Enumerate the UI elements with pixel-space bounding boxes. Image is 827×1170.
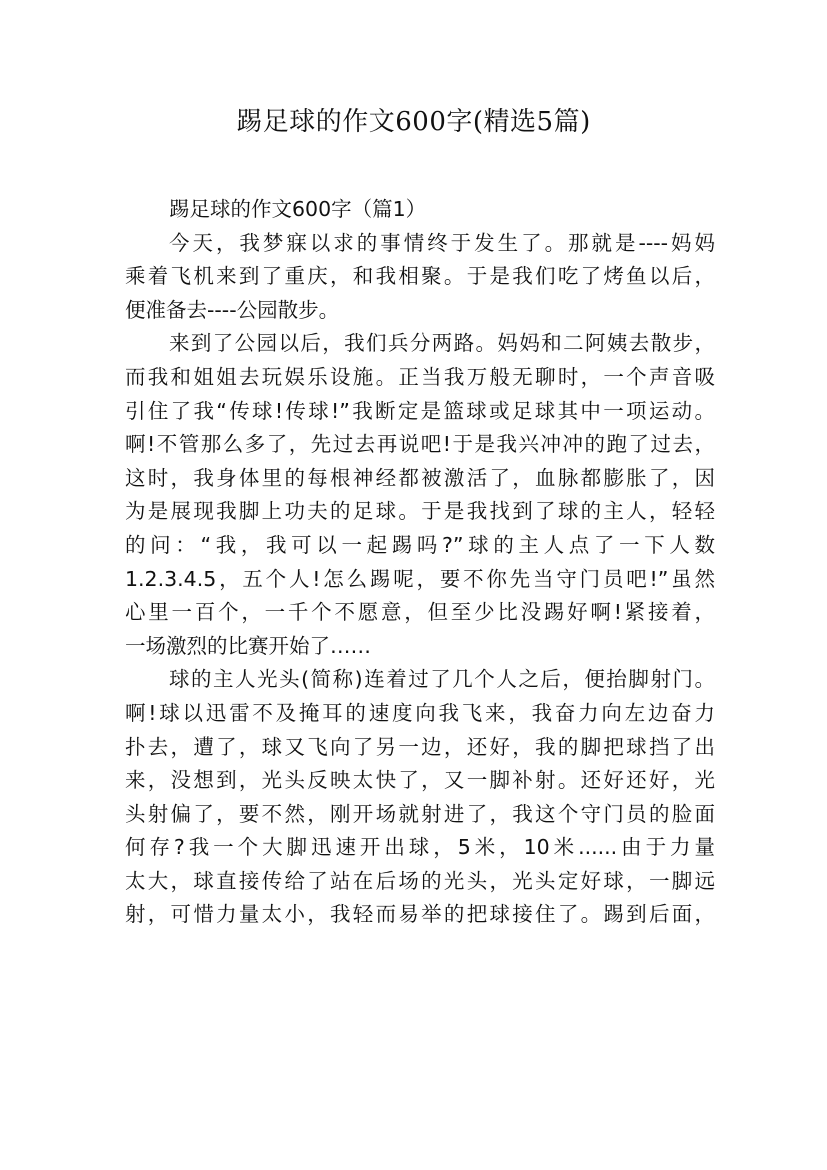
paragraph-line: 心里一百个，一千个不愿意，但至少比没踢好啊!紧接着， (125, 600, 715, 625)
paragraph-line: 引住了我“传球!传球!”我断定是篮球或足球其中一项运动。 (125, 398, 715, 423)
paragraph-line: 啊!不管那么多了，先过去再说吧!于是我兴冲冲的跑了过去， (125, 432, 715, 457)
paragraph-line: 而我和姐姐去玩娱乐设施。正当我万般无聊时，一个声音吸 (125, 364, 715, 389)
paragraph-line: 乘着飞机来到了重庆，和我相聚。于是我们吃了烤鱼以后， (125, 264, 715, 289)
document-title: 踢足球的作文600字(精选5篇) (236, 107, 591, 137)
paragraph-line: 扑去，遭了，球又飞向了另一边，还好，我的脚把球挡了出 (125, 734, 715, 759)
paragraph-line: 球的主人光头(简称)连着过了几个人之后，便抬脚射门。 (169, 667, 715, 692)
paragraph-line: 今天，我梦寐以求的事情终于发生了。那就是----妈妈 (169, 230, 715, 255)
paragraph-line: 啊!球以迅雷不及掩耳的速度向我飞来，我奋力向左边奋力 (125, 700, 715, 725)
paragraph-line: 1.2.3.4.5，五个人!怎么踢呢，要不你先当守门员吧!”虽然 (125, 566, 715, 591)
document-body (125, 193, 715, 932)
paragraph-line: 的问：“我，我可以一起踢吗?”球的主人点了一下人数 (125, 532, 715, 557)
paragraph-line: 来，没想到，光头反映太快了，又一脚补射。还好还好，光 (125, 768, 715, 793)
paragraph-line: 何存?我一个大脚迅速开出球，5米，10米......由于力量 (125, 835, 715, 860)
paragraph-line: 便准备去----公园散步。 (125, 297, 340, 322)
paragraph-line: 来到了公园以后，我们兵分两路。妈妈和二阿姨去散步， (169, 331, 715, 356)
paragraph-line: 头射偏了，要不然，刚开场就射进了，我这个守门员的脸面 (125, 801, 715, 826)
paragraph-line: 为是展现我脚上功夫的足球。于是我找到了球的主人，轻轻 (125, 499, 715, 524)
paragraph-line: 射，可惜力量太小，我轻而易举的把球接住了。踢到后面， (125, 902, 715, 927)
paragraph-line: 这时，我身体里的每根神经都被激活了，血脉都膨胀了，因 (125, 465, 715, 490)
paragraph-line: 一场激烈的比赛开始了…… (125, 633, 371, 658)
section-heading: 踢足球的作文600字（篇1） (169, 197, 427, 221)
paragraph-line: 太大，球直接传给了站在后场的光头，光头定好球，一脚远 (125, 868, 715, 893)
